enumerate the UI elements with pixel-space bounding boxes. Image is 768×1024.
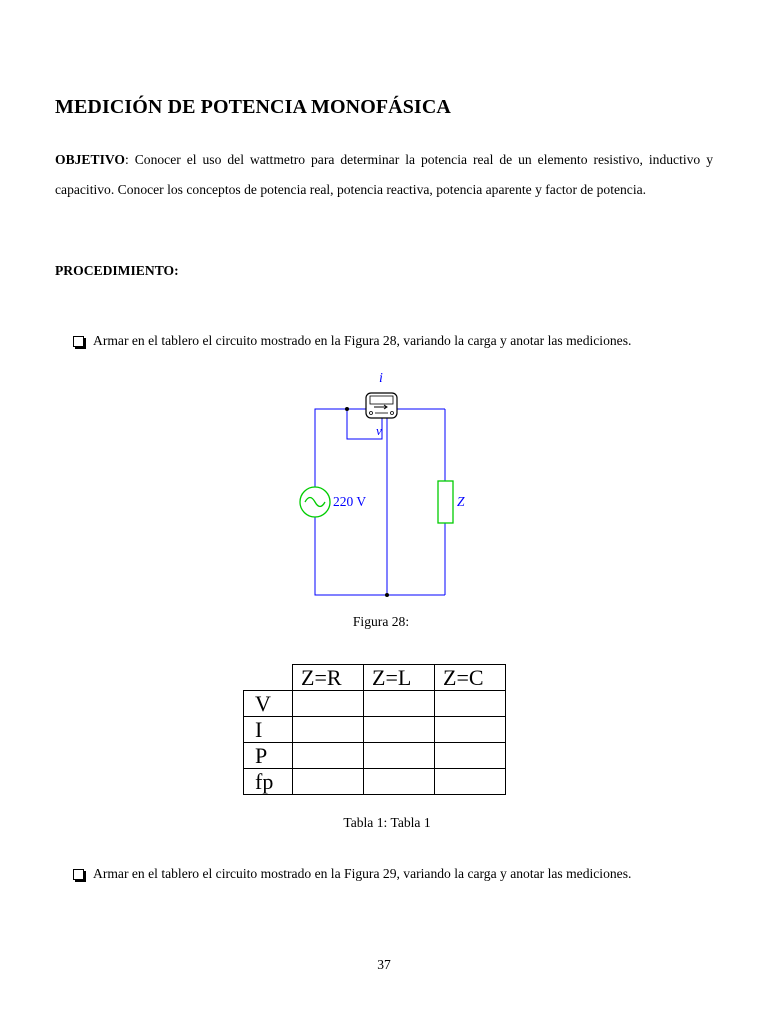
- table-corner: [244, 665, 293, 691]
- column-header: Z=L: [364, 665, 435, 691]
- current-label: i: [379, 371, 383, 386]
- junction-dot: [345, 407, 349, 411]
- circuit-diagram: [290, 365, 470, 605]
- ac-source-icon: [300, 487, 330, 517]
- step-text: Armar en el tablero el circuito mostrado en la Figura 29, variando la carga y anotar las mediciones.: [93, 866, 632, 881]
- step-item: [73, 333, 631, 349]
- objective-paragraph: [55, 145, 713, 204]
- row-label: I: [244, 717, 293, 743]
- table-cell[interactable]: [435, 769, 506, 795]
- table-header-row: [244, 665, 506, 691]
- table-cell[interactable]: [364, 717, 435, 743]
- checkbox-bullet-icon: [73, 336, 84, 347]
- step-item: [73, 866, 631, 882]
- source-label: 220 V: [333, 494, 367, 509]
- junction-dot: [385, 593, 389, 597]
- table-cell[interactable]: [364, 769, 435, 795]
- row-label: fp: [244, 769, 293, 795]
- voltage-label: v: [376, 423, 382, 438]
- load-resistor-icon: [438, 481, 453, 523]
- page-number: 37: [377, 957, 391, 972]
- checkbox-bullet-icon: [73, 869, 84, 880]
- page-title: MEDICIÓN DE POTENCIA MONOFÁSICA: [55, 96, 451, 118]
- figure-caption: Figura 28:: [352, 614, 410, 629]
- objective-label: OBJETIVO: [55, 152, 125, 167]
- table-row: [244, 717, 506, 743]
- step-text: Armar en el tablero el circuito mostrado en la Figura 28, variando la carga y anotar las mediciones.: [93, 333, 632, 348]
- table-cell[interactable]: [435, 717, 506, 743]
- table-cell[interactable]: [293, 743, 364, 769]
- measurement-table: [243, 664, 506, 795]
- table-cell[interactable]: [435, 691, 506, 717]
- row-label: P: [244, 743, 293, 769]
- table-cell[interactable]: [293, 691, 364, 717]
- table-row: [244, 743, 506, 769]
- table-cell[interactable]: [364, 691, 435, 717]
- table-row: [244, 691, 506, 717]
- table-cell[interactable]: [364, 743, 435, 769]
- wattmeter-icon: [366, 393, 397, 418]
- column-header: Z=R: [293, 665, 364, 691]
- column-header: Z=C: [435, 665, 506, 691]
- table-caption: Tabla 1: Tabla 1: [343, 815, 431, 830]
- procedure-heading: PROCEDIMIENTO:: [55, 263, 179, 278]
- row-label: V: [244, 691, 293, 717]
- table-row: [244, 769, 506, 795]
- table-cell[interactable]: [293, 769, 364, 795]
- load-label: Z: [457, 494, 465, 509]
- table-cell[interactable]: [293, 717, 364, 743]
- table-cell[interactable]: [435, 743, 506, 769]
- objective-text: : Conocer el uso del wattmetro para determinar la potencia real de un elemento resistivo, inductivo y capacitivo. Conocer los conceptos de potencia real, potencia reactiva, potencia aparente y factor de potencia.: [55, 152, 713, 197]
